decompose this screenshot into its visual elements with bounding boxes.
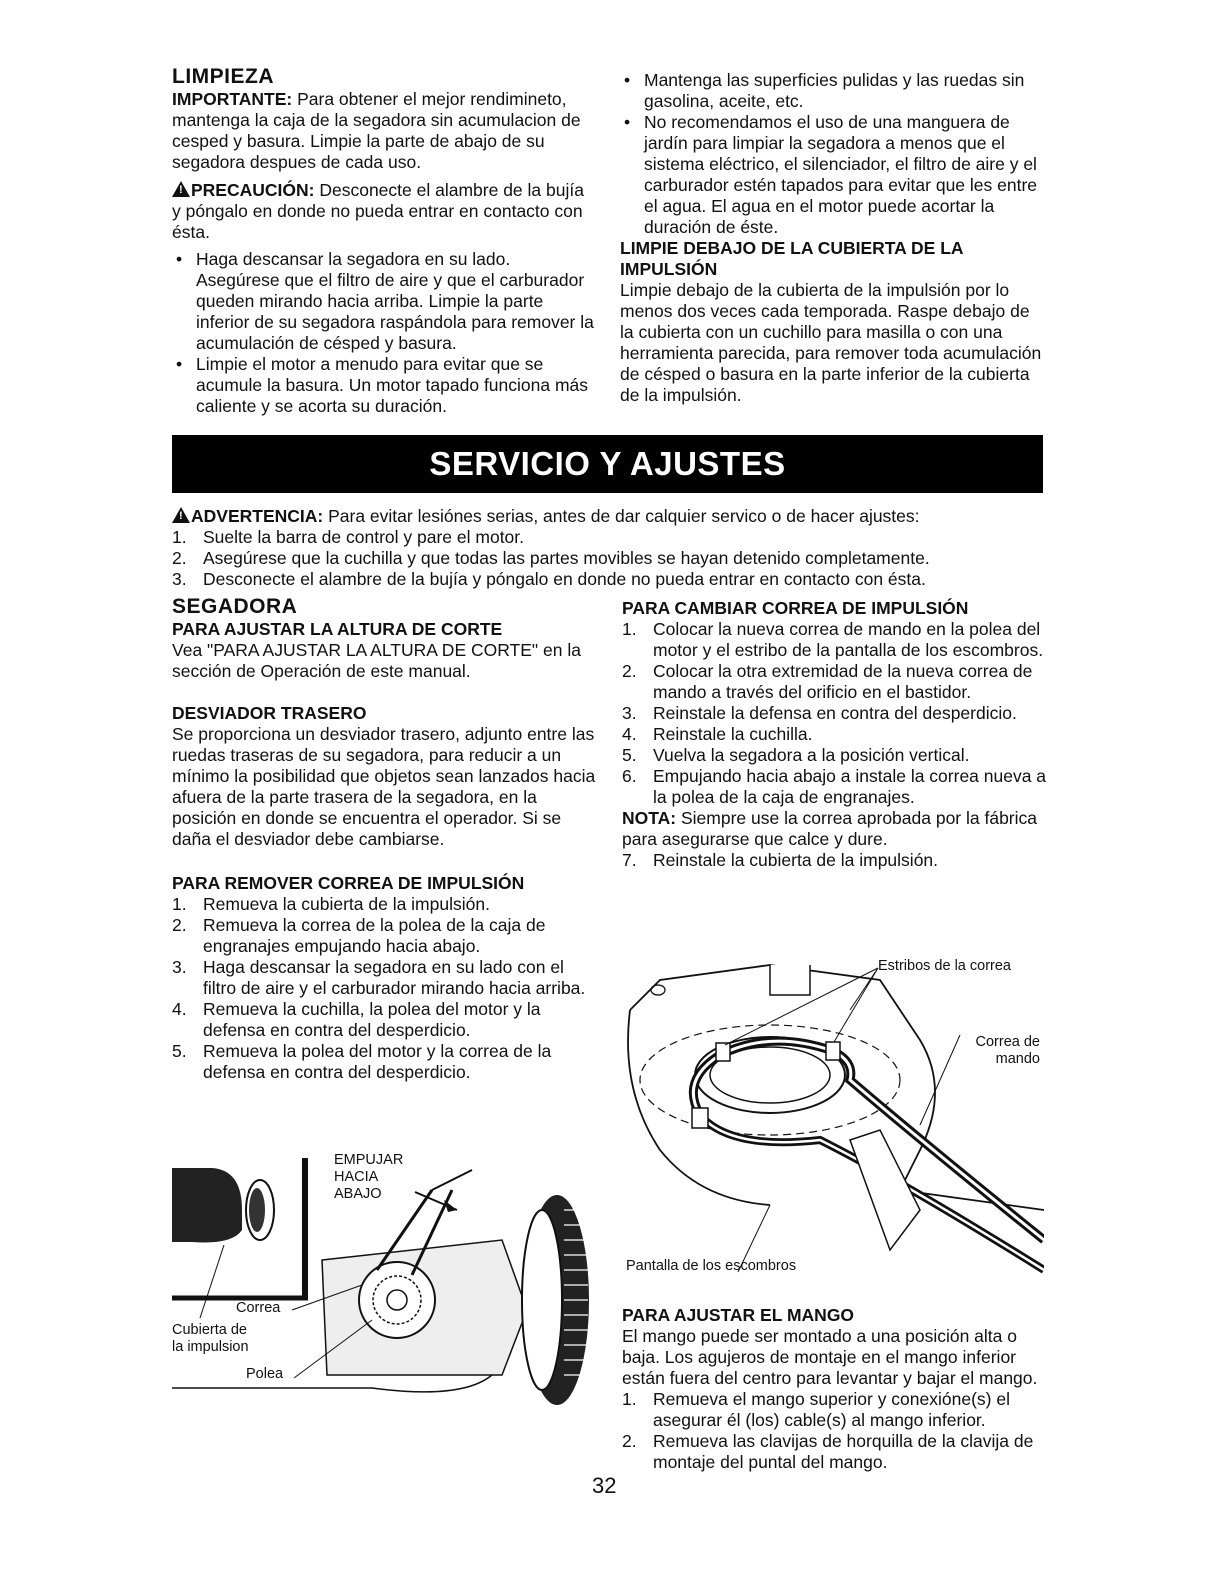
subsection-heading: PARA REMOVER CORREA DE IMPULSIÓN	[172, 873, 525, 893]
item-number: 2.	[172, 915, 187, 935]
label-line: mando	[995, 1051, 1040, 1067]
label-estribos: Estribos de la correa	[878, 958, 1011, 974]
label-line: la impulsion	[172, 1339, 249, 1355]
paragraph: El mango puede ser montado a una posición alta o baja. Los agujeros de montaje en el mango inferior están fuera del centro para levantar y bajar el mango.	[622, 1326, 1038, 1388]
item-number: 1.	[622, 619, 637, 639]
list-item: • Mantenga las superficies pulidas y las ruedas sin gasolina, aceite, etc.	[620, 70, 1048, 112]
item-number: 3.	[172, 957, 187, 977]
precaucion-paragraph	[172, 180, 597, 243]
importante-label: IMPORTANTE:	[172, 89, 293, 109]
item-number: 1.	[172, 527, 187, 547]
limpieza-continued	[620, 70, 1048, 406]
cambiar-correa-section	[622, 598, 1050, 871]
paragraph: Vea "PARA AJUSTAR LA ALTURA DE CORTE" en la sección de Operación de este manual.	[172, 640, 581, 681]
item-number: 2.	[622, 1431, 637, 1451]
item-text: Empujando hacia abajo a instale la correa nueva a la polea de la caja de engranajes.	[653, 766, 1047, 807]
label-line: Correa de	[975, 1034, 1040, 1050]
list-item	[172, 999, 597, 1041]
item-number: 1.	[172, 894, 187, 914]
precaucion-label: PRECAUCIÓN:	[191, 180, 315, 200]
mango-section	[622, 1305, 1050, 1473]
item-text: Remueva las clavijas de horquilla de la clavija de montaje del puntal del mango.	[653, 1431, 1034, 1472]
list-item	[172, 527, 1052, 548]
list-item	[622, 619, 1050, 661]
importante-paragraph	[172, 89, 597, 173]
segadora-section	[172, 596, 597, 1083]
item-text: Haga descansar la segadora en su lado con el filtro de aire y el carburador mirando hacia arriba.	[203, 957, 586, 998]
item-number: 1.	[622, 1389, 637, 1409]
figure-belt-guides	[620, 950, 1044, 1280]
item-text: Reinstale la defensa en contra del desperdicio.	[653, 703, 1017, 723]
item-text: Remueva la polea del motor y la correa de la defensa en contra del desperdicio.	[203, 1041, 552, 1082]
label-pantalla: Pantalla de los escombros	[626, 1258, 797, 1274]
list-item	[622, 850, 1050, 871]
list-item: • No recomendamos el uso de una manguera de jardín para limpiar la segadora a menos que el sistema eléctrico, el silenciador, el filtro de aire y el carburador estén tapados para evitar que les entre el agua. El agua en el motor puede acortar la duración de éste.	[620, 112, 1048, 238]
list-item	[622, 745, 1050, 766]
nota-paragraph	[622, 808, 1050, 850]
item-number: 5.	[622, 745, 637, 765]
item-number: 3.	[172, 569, 187, 589]
section-banner: SERVICIO Y AJUSTES	[172, 435, 1043, 493]
item-text: Remueva la cuchilla, la polea del motor y la defensa en contra del desperdicio.	[203, 999, 541, 1040]
item-number: 2.	[622, 661, 637, 681]
label-correa-mando	[956, 1034, 1040, 1068]
paragraph: Se proporciona un desviador trasero, adjunto entre las ruedas traseras de su segadora, para reducir a un mínimo la posibilidad que objetos sean lanzados hacia afuera de la parte trasera de la segadora, en la posición en donde se encuentra el operador. Si se daña el desviador debe cambiarse.	[172, 724, 596, 849]
label-empujar	[334, 1152, 403, 1203]
page-number: 32	[592, 1473, 617, 1498]
label-line: EMPUJAR	[334, 1152, 404, 1168]
item-text: Remueva la cubierta de la impulsión.	[203, 894, 490, 914]
label-cubierta	[172, 1322, 249, 1356]
subsection-heading: LIMPIE DEBAJO DE LA CUBIERTA DE LA IMPULSIÓN	[620, 238, 963, 279]
label-line: ABAJO	[334, 1186, 382, 1202]
item-number: 4.	[622, 724, 637, 744]
section-title: LIMPIEZA	[172, 65, 274, 88]
warning-icon	[172, 507, 190, 523]
list-item	[622, 724, 1050, 745]
belt-guides-illustration	[620, 950, 1044, 1280]
item-text: Reinstale la cuchilla.	[653, 724, 813, 744]
item-number: 7.	[622, 850, 637, 870]
list-item	[172, 548, 1052, 569]
list-item	[622, 1389, 1050, 1431]
list-item	[172, 915, 597, 957]
nota-text: Siempre use la correa aprobada por la fábrica para asegurarse que calce y dure.	[622, 808, 1038, 849]
item-number: 2.	[172, 548, 187, 568]
item-text: Asegúrese que la cuchilla y que todas las partes movibles se hayan detenido completamente.	[203, 548, 930, 568]
subsection-heading: PARA AJUSTAR LA ALTURA DE CORTE	[172, 619, 503, 639]
list-item	[622, 703, 1050, 724]
list-item	[172, 957, 597, 999]
list-item: • Haga descansar la segadora en su lado. Asegúrese que el filtro de aire y que el carburador queden mirando hacia arriba. Limpie la parte inferior de su segadora raspándola para remover la acumulación de césped y basura.	[172, 249, 597, 354]
list-item	[172, 894, 597, 915]
item-text: Remueva la correa de la polea de la caja de engranajes empujando hacia abajo.	[203, 915, 546, 956]
list-item	[172, 1041, 597, 1083]
item-text: Remueva el mango superior y conexióne(s) el asegurar él (los) cable(s) al mango inferior.	[653, 1389, 1010, 1430]
list-item	[622, 1431, 1050, 1473]
importante-text: Para obtener el mejor rendimineto, mantenga la caja de la segadora sin acumulacion de cesped y basura. Limpie la parte de abajo de su segadora despues de cada uso.	[172, 89, 581, 172]
item-text: Suelte la barra de control y pare el motor.	[203, 527, 525, 547]
subsection-heading: DESVIADOR TRASERO	[172, 703, 367, 723]
nota-label: NOTA:	[622, 808, 677, 828]
limpieza-section	[172, 66, 597, 417]
item-text: Colocar la nueva correa de mando en la polea del motor y el estribo de la pantalla de los escombros.	[653, 619, 1044, 660]
precaucion-text: Desconecte el alambre de la bujía y póngalo en donde no pueda entrar en contacto con ésta.	[172, 180, 584, 242]
section-title: SEGADORA	[172, 595, 298, 618]
item-text: Desconecte el alambre de la bujía y póngalo en donde no pueda entrar en contacto con ésta.	[203, 569, 926, 589]
subsection-heading: PARA AJUSTAR EL MANGO	[622, 1305, 855, 1325]
list-item	[622, 661, 1050, 703]
item-number: 5.	[172, 1041, 187, 1061]
advertencia-text: Para evitar lesiónes serias, antes de dar calquier servico o de hacer ajustes:	[323, 506, 920, 526]
figure-drive-pulley	[172, 1150, 592, 1412]
list-item	[622, 766, 1050, 808]
advertencia-label: ADVERTENCIA:	[191, 506, 324, 526]
warning-icon	[172, 181, 190, 197]
subsection-heading: PARA CAMBIAR CORREA DE IMPULSIÓN	[622, 598, 969, 618]
advertencia-paragraph	[172, 506, 1052, 527]
list-item	[172, 569, 1052, 590]
item-text: Colocar la otra extremidad de la nueva correa de mando a través del orificio en el bastidor.	[653, 661, 1033, 702]
label-polea: Polea	[246, 1366, 284, 1382]
list-item: • Limpie el motor a menudo para evitar que se acumule la basura. Un motor tapado funciona más caliente y se acorta su duración.	[172, 354, 597, 417]
item-number: 6.	[622, 766, 637, 786]
item-number: 4.	[172, 999, 187, 1019]
item-number: 3.	[622, 703, 637, 723]
label-correa: Correa	[236, 1300, 281, 1316]
paragraph: Limpie debajo de la cubierta de la impulsión por lo menos dos veces cada temporada. Raspe debajo de la cubierta con un cuchillo para masilla o con una herramienta parecida, para remover toda acumulación de césped o basura en la parte inferior de la cubierta de la impulsión.	[620, 280, 1042, 405]
label-line: Cubierta de	[172, 1322, 247, 1338]
label-line: HACIA	[334, 1169, 379, 1185]
advertencia-block	[172, 506, 1052, 590]
item-text: Reinstale la cubierta de la impulsión.	[653, 850, 939, 870]
item-text: Vuelva la segadora a la posición vertical.	[653, 745, 970, 765]
